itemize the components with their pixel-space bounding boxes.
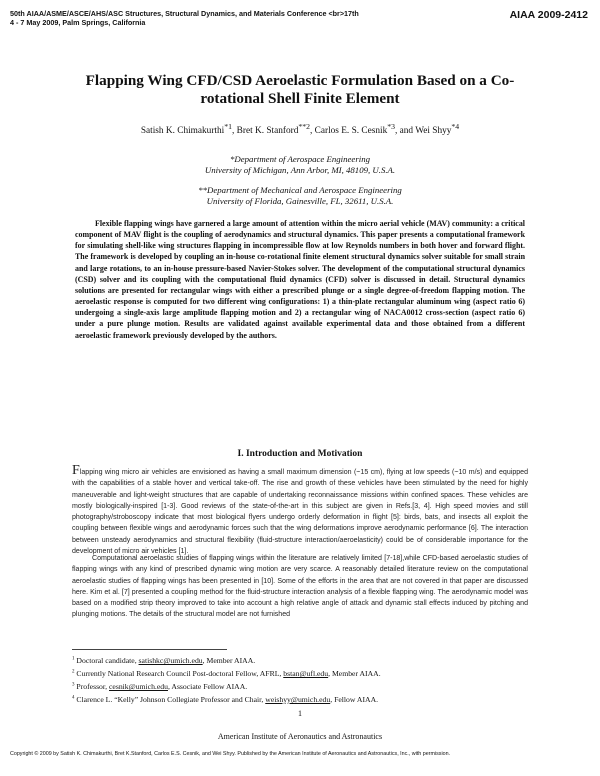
footnote: [72, 695, 528, 706]
footnote-divider: [72, 649, 227, 650]
email-link[interactable]: satishkc@umich.edu: [138, 656, 203, 665]
email-link[interactable]: cesnik@umich.edu: [109, 682, 168, 691]
footnote-text: Doctoral candidate,: [76, 656, 139, 665]
affiliation-florida: [40, 185, 560, 207]
footnote-text: , Member AIAA.: [328, 669, 381, 678]
footnote-text: , Associate Fellow AIAA.: [167, 682, 248, 691]
intro-paragraph-1: [72, 465, 528, 557]
footnote: [72, 682, 528, 693]
paper-title: [40, 72, 560, 108]
conference-line-1: 50th AIAA/ASME/ASCE/AHS/ASC Structures, Structural Dynamics, and Materials Conference <br>17th: [10, 9, 359, 18]
affiliation-university: University of Michigan, Ann Arbor, MI, 48109, U.S.A.: [204, 165, 396, 175]
footnote-mark: 2: [72, 669, 75, 675]
footnote-text: , Fellow AIAA.: [330, 695, 379, 704]
author-mark: *3: [387, 121, 395, 131]
conference-header: [10, 10, 359, 27]
author-name: Carlos E. S. Cesnik: [314, 126, 388, 136]
author-mark: *1: [224, 121, 232, 131]
author-name: Wei Shyy: [415, 126, 452, 136]
conference-line-2: 4 - 7 May 2009, Palm Springs, California: [10, 17, 146, 27]
affiliation-department: **Department of Mechanical and Aerospace Engineering: [198, 185, 402, 195]
email-link[interactable]: bstan@ufl.edu: [283, 669, 329, 678]
title-line-2: rotational Shell Finite Element: [200, 90, 400, 107]
author-name: Bret K. Stanford: [236, 126, 299, 136]
affiliation-michigan: [40, 154, 560, 176]
section-heading: I. Introduction and Motivation: [237, 449, 363, 459]
title-line-1: Flapping Wing CFD/CSD Aeroelastic Formulation Based on a Co-: [85, 72, 515, 89]
intro-paragraph-2: Computational aeroelastic studies of flapping wings within the literature are relatively limited [7-18],while CFD-based aeroelastic studies of flapping wings with any kind of prescribed dynamic wing motion are very scarce. A reasonably detailed literature review on the computational aeroelastic studies of flapping wings has been presented in [10]. Some of the efforts in the area that are not covered in that paper are discussed here. Kim et al. [7] presented a coupling method for the fluid-structure interaction analysis of a flexible flapping wing. The aerodynamic model was based on a modified strip theory improved to take into account a high relative angle of attack and dynamic stall effects induced by pitching and plunging motions. The details of the structural model are not furnished: [72, 555, 528, 619]
paper-number: AIAA 2009-2412: [509, 9, 588, 21]
page-number: 1: [298, 709, 302, 718]
author-list: [40, 121, 560, 136]
drop-cap: F: [72, 463, 80, 478]
footnote-mark: 4: [72, 695, 75, 701]
footnote-mark: 3: [72, 682, 75, 688]
author-mark: **2: [298, 121, 310, 131]
institute-footer: American Institute of Aeronautics and Astronautics: [217, 732, 383, 741]
author-separator: ,: [232, 126, 237, 136]
author-mark: *4: [451, 121, 460, 131]
affiliation-university: University of Florida, Gainesville, FL, 32611, U.S.A.: [206, 196, 394, 206]
affiliation-department: *Department of Aerospace Engineering: [230, 154, 370, 164]
copyright-notice: Copyright © 2009 by Satish K. Chimakurthi, Bret K.Stanford, Carlos E.S. Cesnik, and Wei Shyy. Published by the American Institute of Aeronautics and Astronautics, Inc., with permission.: [10, 751, 451, 757]
abstract: Flexible flapping wings have garnered a large amount of attention within the micro aerial vehicle (MAV) community: a critical component of MAV flight is the coupling of aerodynamics and structural dynamics. This paper presents a computational framework for simulating shell-like wing structures flapping in incompressible flow at low Reynolds numbers in both hover and forward flight. The framework is developed by coupling an in-house co-rotational finite element structural dynamics solver suitable for small strain and large rotations, to an in-house pressure-based Navier-Stokes solver. The development of the computational structural dynamics (CSD) solver and its coupling with the computational fluid dynamics (CFD) solver is discussed in detail. Structural dynamics solutions are presented for rectangular wings with either a prescribed plunge or a single degree-of-freedom flapping motion. The aeroelastic response is computed for two different wing configurations: 1) a thin-plate rectangular aluminum wing (aspect ratio 6) undergoing a single-axis large amplitude flapping motion and 2) a rectangular wing of NACA0012 cross-section (aspect ratio 6) under a pure plunge motion. Results are validated against available experimental data and those obtained from a different aeroelastic framework previously developed by the authors.: [75, 219, 525, 340]
footnote: [72, 656, 528, 667]
footnote-text: Currently National Research Council Post-doctoral Fellow, AFRL,: [76, 669, 284, 678]
footnote: [72, 669, 528, 680]
footnote-text: Professor,: [76, 682, 109, 691]
email-link[interactable]: weishyy@umich.edu: [265, 695, 331, 704]
footnote-text: , Member AIAA.: [202, 656, 256, 665]
paragraph-text: lapping wing micro air vehicles are envisioned as having a small maximum dimension (~15 cm), flying at low speeds (~10 m/s) and equipped with the capabilities of a stable hover and vertical take-off. The rise and growth of these vehicles have been stimulated by the need for highly maneuverable and light-weight structures that are capable of undertaking reconnaissance missions within confined spaces. These vehicles are mostly biologically-inspired [1-3]. Good reviews of the state-of-the-art in this subject are given in Refs.[3, 4]. High speed movies and still photography/stroboscopy indicate that most biological flyers undergo orderly deformation in flight [5]: birds, bats, and insects all exploit the coupling between flexible wings and aerodynamic forces such that the wing deformations improve aerodynamic performance [6]. The interaction between unsteady aerodynamics and structural flexibility (fluid-structure interaction/aeroelasticity) could be of considerable importance for the development of micro air vehicles [1].: [72, 469, 528, 556]
footnote-text: Clarence L. “Kelly” Johnson Collegiate Professor and Chair,: [76, 695, 266, 704]
author-separator: ,: [310, 126, 315, 136]
author-name: Satish K. Chimakurthi: [140, 126, 225, 136]
author-separator: , and: [394, 126, 416, 136]
footnote-mark: 1: [72, 656, 75, 662]
